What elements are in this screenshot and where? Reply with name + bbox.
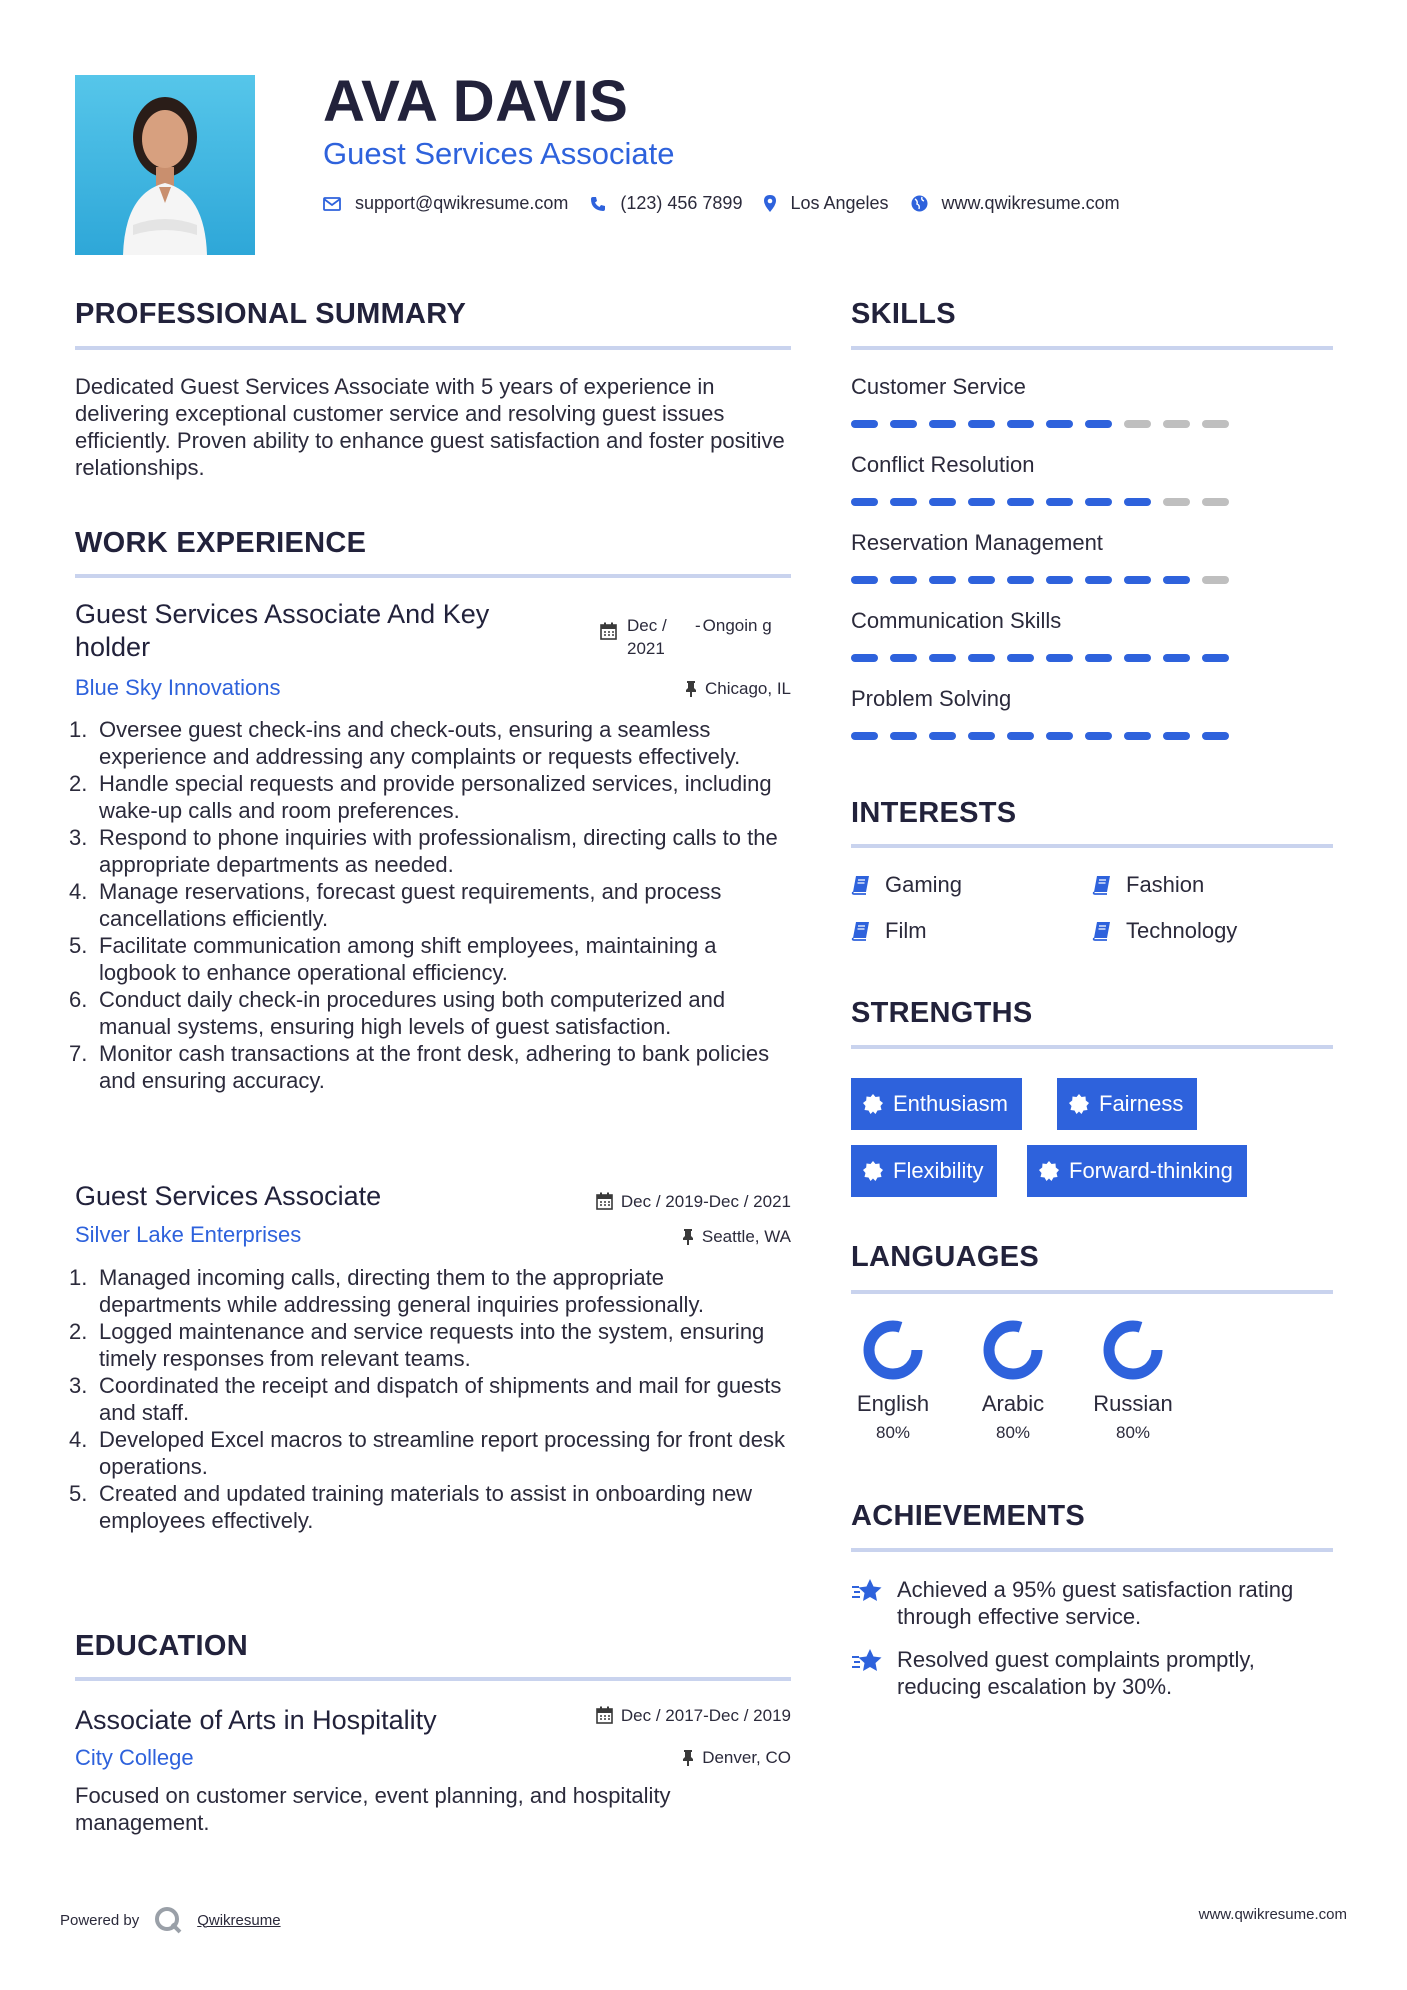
skill-level-segment — [890, 654, 917, 662]
interest-item: Film — [851, 918, 927, 944]
skill-item — [851, 530, 1241, 608]
language-ring — [1101, 1318, 1165, 1382]
skill-level-segment — [1124, 420, 1151, 428]
skill-level-segment — [851, 420, 878, 428]
pushpin-icon — [682, 1750, 694, 1766]
strengths-divider — [851, 1045, 1333, 1049]
skill-level-segment — [851, 654, 878, 662]
candidate-title: Guest Services Associate — [323, 136, 675, 171]
skills-divider — [851, 346, 1333, 350]
skill-level-segment — [1007, 654, 1034, 662]
interest-item: Fashion — [1092, 872, 1204, 898]
pushpin-icon — [682, 1229, 694, 1245]
skill-level-segment — [968, 576, 995, 584]
list-item: 4. Developed Excel macros to streamline report processing for front desk operations. — [69, 1427, 785, 1479]
skill-level-segment — [890, 576, 917, 584]
summary-divider — [75, 346, 791, 350]
language-ring — [861, 1318, 925, 1382]
language-item — [1078, 1318, 1188, 1443]
star-icon — [851, 1648, 883, 1674]
language-name: Russian — [1093, 1391, 1173, 1416]
skill-level-segment — [1046, 732, 1073, 740]
education-school: City College — [75, 1745, 194, 1770]
skill-level-segment — [1163, 732, 1190, 740]
skill-level-segment — [1202, 498, 1229, 506]
skill-level-segment — [851, 732, 878, 740]
skill-item — [851, 374, 1241, 452]
education-dates: Dec / 2017-Dec / 2019 — [596, 1706, 791, 1726]
skill-level-bar — [851, 654, 1241, 662]
qwikresume-logo-icon — [153, 1905, 183, 1935]
contact-email[interactable]: support@qwikresume.com — [323, 193, 568, 214]
skill-level-segment — [929, 498, 956, 506]
list-item: 6. Conduct daily check-in procedures using both computerized and manual systems, ensuring high levels of guest satisfaction. — [69, 987, 726, 1039]
skill-level-segment — [1124, 576, 1151, 584]
badge-icon — [1039, 1161, 1059, 1181]
language-ring-fill — [1109, 1326, 1157, 1374]
skill-level-segment — [890, 732, 917, 740]
languages-divider — [851, 1290, 1333, 1294]
skill-level-segment — [1007, 732, 1034, 740]
badge-icon — [863, 1094, 883, 1114]
skills-list — [851, 374, 1241, 764]
skill-level-segment — [1163, 654, 1190, 662]
strength-chip: Forward-thinking — [1027, 1145, 1247, 1197]
skill-level-segment — [851, 576, 878, 584]
list-item: 5. Created and updated training materials to assist in onboarding new employees effectively. — [69, 1481, 753, 1533]
list-item: 4. Manage reservations, forecast guest requirements, and process cancellations efficiently. — [69, 879, 722, 931]
education-heading: EDUCATION — [75, 1630, 248, 1662]
education-degree: Associate of Arts in Hospitality — [75, 1705, 437, 1735]
skill-level-segment — [1163, 420, 1190, 428]
achievements-divider — [851, 1548, 1333, 1552]
strengths-heading: STRENGTHS — [851, 997, 1033, 1029]
book-icon — [1092, 875, 1112, 895]
list-item: 3. Coordinated the receipt and dispatch of shipments and mail for guests and staff. — [69, 1373, 782, 1425]
skill-item — [851, 452, 1241, 530]
list-item: 2. Logged maintenance and service requests into the system, ensuring timely responses from relevant teams. — [69, 1319, 765, 1371]
phone-icon — [590, 196, 606, 212]
education-divider — [75, 1677, 791, 1681]
job-location: Seattle, WA — [682, 1227, 791, 1247]
summary-heading: PROFESSIONAL SUMMARY — [75, 298, 467, 330]
languages-list — [838, 1318, 1198, 1443]
skill-level-segment — [1202, 654, 1229, 662]
skill-level-segment — [1046, 498, 1073, 506]
language-item — [838, 1318, 948, 1443]
book-icon — [1092, 921, 1112, 941]
language-percent: 80% — [875, 1423, 911, 1442]
skill-level-segment — [1046, 420, 1073, 428]
language-item — [958, 1318, 1068, 1443]
list-item: 3. Respond to phone inquiries with professionalism, directing calls to the appropriate departments as needed. — [69, 825, 778, 877]
qwikresume-link[interactable]: Qwikresume — [197, 1911, 281, 1929]
book-icon — [851, 921, 871, 941]
achievement-item: Achieved a 95% guest satisfaction rating through effective service. — [851, 1576, 1327, 1630]
skill-item — [851, 608, 1241, 686]
job-dates: Dec / 2019-Dec / 2021 — [596, 1192, 791, 1212]
list-item: 7. Monitor cash transactions at the front desk, adhering to bank policies and ensuring accuracy. — [69, 1041, 770, 1093]
skill-level-bar — [851, 732, 1241, 740]
job-company: Blue Sky Innovations — [75, 675, 281, 700]
skill-level-segment — [1085, 498, 1112, 506]
skill-level-segment — [1202, 732, 1229, 740]
skill-level-bar — [851, 498, 1241, 506]
skill-level-segment — [929, 654, 956, 662]
list-item: 1. Managed incoming calls, directing them to the appropriate departments while addressing general inquiries professionally. — [69, 1265, 704, 1317]
skill-level-segment — [968, 498, 995, 506]
globe-icon — [911, 195, 928, 212]
skill-level-segment — [1124, 654, 1151, 662]
skill-name: Communication Skills — [851, 608, 1062, 633]
achievement-item: Resolved guest complaints promptly, reducing escalation by 30%. — [851, 1646, 1327, 1700]
list-item: 1. Oversee guest check-ins and check-outs, ensuring a seamless experience and addressing any complaints or requests effectively. — [69, 717, 741, 769]
job-company: Silver Lake Enterprises — [75, 1222, 302, 1247]
contact-bar — [323, 193, 1142, 214]
skill-level-segment — [1046, 654, 1073, 662]
skill-level-segment — [929, 420, 956, 428]
strength-chip: Enthusiasm — [851, 1078, 1022, 1130]
language-name: Arabic — [981, 1391, 1045, 1416]
calendar-icon — [600, 622, 617, 640]
skill-level-segment — [968, 654, 995, 662]
skill-level-segment — [929, 732, 956, 740]
summary-text: Dedicated Guest Services Associate with 5 years of experience in delivering exceptional customer service and resolving guest issues efficiently. Proven ability to enhance guest satisfaction and foster positive relationships. — [75, 374, 785, 480]
experience-divider — [75, 574, 791, 578]
skill-level-segment — [1046, 576, 1073, 584]
skill-level-segment — [890, 498, 917, 506]
education-text: Focused on customer service, event planning, and hospitality management. — [75, 1783, 671, 1835]
language-ring — [981, 1318, 1045, 1382]
skill-name: Problem Solving — [851, 686, 1012, 711]
contact-website[interactable]: www.qwikresume.com — [911, 193, 1120, 214]
list-item: 2. Handle special requests and provide personalized services, including wake-up calls and room preferences. — [69, 771, 772, 823]
skill-level-segment — [1085, 420, 1112, 428]
skill-name: Reservation Management — [851, 530, 1103, 555]
skill-level-segment — [1085, 732, 1112, 740]
map-pin-icon — [764, 195, 776, 212]
languages-heading: LANGUAGES — [851, 1241, 1039, 1273]
skill-level-segment — [1163, 576, 1190, 584]
skill-level-segment — [1007, 420, 1034, 428]
footer-powered-by: Powered by Qwikresume — [60, 1905, 281, 1935]
skill-name: Customer Service — [851, 374, 1026, 399]
calendar-icon — [596, 1192, 613, 1210]
skill-level-bar — [851, 420, 1241, 428]
job-dates — [600, 614, 773, 660]
skill-level-segment — [968, 420, 995, 428]
strength-chip: Flexibility — [851, 1145, 997, 1197]
interest-item: Technology — [1092, 918, 1237, 944]
strength-chip: Fairness — [1057, 1078, 1197, 1130]
interest-item: Gaming — [851, 872, 962, 898]
skill-level-segment — [890, 420, 917, 428]
skill-level-segment — [851, 498, 878, 506]
language-name: English — [856, 1391, 930, 1416]
job-role: Guest Services Associate — [75, 1181, 382, 1211]
contact-location: Los Angeles — [764, 193, 888, 214]
achievements-heading: ACHIEVEMENTS — [851, 1500, 1086, 1532]
calendar-icon — [596, 1706, 613, 1724]
pushpin-icon — [685, 681, 697, 697]
skills-heading: SKILLS — [851, 298, 956, 330]
badge-icon — [1069, 1094, 1089, 1114]
skill-level-segment — [1085, 654, 1112, 662]
job-bullets — [69, 1264, 791, 1534]
skill-level-segment — [1007, 498, 1034, 506]
experience-heading: WORK EXPERIENCE — [75, 527, 367, 559]
skill-item — [851, 686, 1241, 764]
interests-divider — [851, 844, 1333, 848]
skill-level-segment — [1007, 576, 1034, 584]
skill-level-segment — [1202, 420, 1229, 428]
footer-website[interactable]: www.qwikresume.com — [1198, 1906, 1347, 1923]
skill-level-segment — [929, 576, 956, 584]
job-date-separator: - — [695, 616, 701, 635]
skill-level-segment — [1124, 498, 1151, 506]
list-item: 5. Facilitate communication among shift employees, maintaining a logbook to enhance operational efficiency. — [69, 933, 717, 985]
language-ring-fill — [869, 1326, 917, 1374]
skill-level-segment — [1124, 732, 1151, 740]
job-date-start: Dec / 2021 — [627, 616, 667, 658]
book-icon — [851, 875, 871, 895]
language-percent: 80% — [995, 1423, 1031, 1442]
job-date-end: Ongoin g — [702, 616, 772, 635]
candidate-name: AVA DAVIS — [323, 69, 629, 134]
profile-photo — [75, 75, 255, 255]
skill-level-segment — [1085, 576, 1112, 584]
skill-level-bar — [851, 576, 1241, 584]
interests-heading: INTERESTS — [851, 797, 1017, 829]
job-location: Chicago, IL — [685, 679, 791, 699]
badge-icon — [863, 1161, 883, 1181]
skill-level-segment — [1163, 498, 1190, 506]
skill-name: Conflict Resolution — [851, 452, 1035, 477]
skill-level-segment — [968, 732, 995, 740]
envelope-icon — [323, 197, 341, 211]
job-bullets — [69, 716, 791, 1094]
skill-level-segment — [1202, 576, 1229, 584]
education-location: Denver, CO — [682, 1748, 791, 1768]
contact-phone[interactable]: (123) 456 7899 — [590, 193, 742, 214]
star-icon — [851, 1578, 883, 1604]
language-ring-fill — [989, 1326, 1037, 1374]
job-role: Guest Services Associate And Key holder — [75, 599, 490, 662]
language-percent: 80% — [1115, 1423, 1151, 1442]
